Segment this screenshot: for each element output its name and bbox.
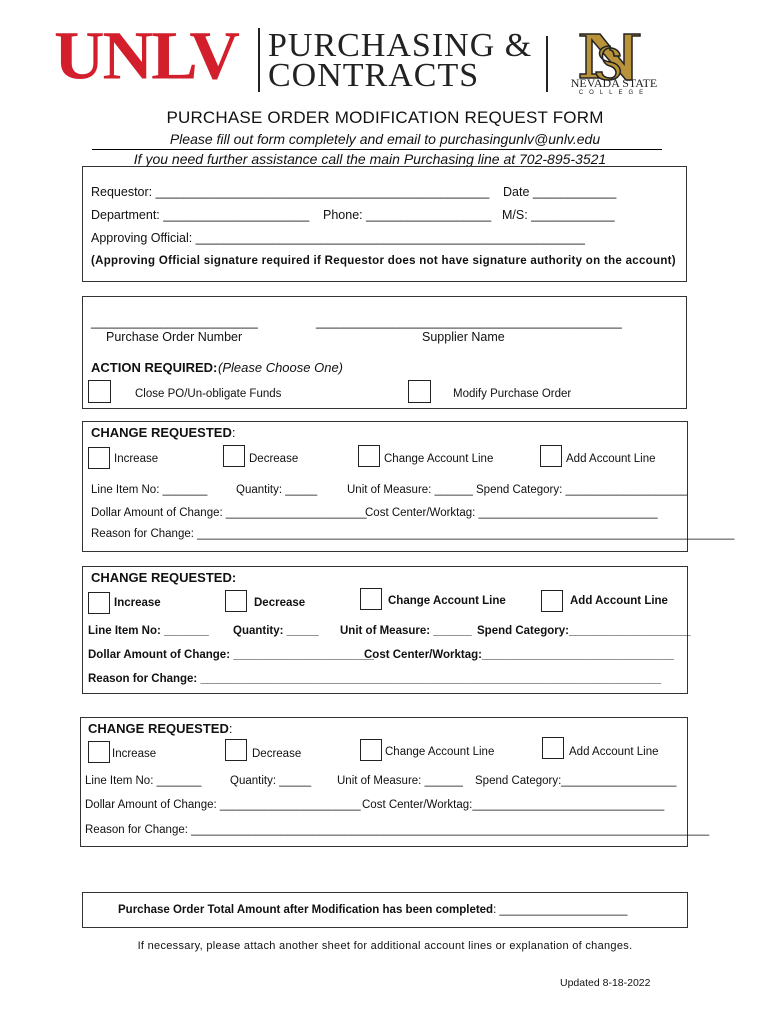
assistance-note: If you need further assistance call the main Purchasing line at 702-895-3521 xyxy=(133,151,607,167)
increase-label-2: Increase xyxy=(114,597,161,609)
attach-note: If necessary, please attach another sheet for additional account lines or explanation of changes. xyxy=(137,940,633,952)
date-field[interactable]: Date ____________ xyxy=(503,185,617,199)
decrease-label-3: Decrease xyxy=(252,748,302,760)
spend-category-field-1[interactable]: Spend Category: ___________________ xyxy=(476,484,688,496)
approving-official-field[interactable]: Approving Official: ________________________________________________________ xyxy=(91,231,585,245)
action-required-hint: (Please Choose One) xyxy=(218,360,344,375)
increase-checkbox-3[interactable] xyxy=(88,741,110,763)
change-account-label-1: Change Account Line xyxy=(384,453,494,465)
total-amount-colon: : xyxy=(493,904,497,916)
increase-checkbox-1[interactable] xyxy=(88,447,110,469)
quantity-field-3[interactable]: Quantity: _____ xyxy=(230,775,312,787)
change-heading-text: CHANGE REQUESTED xyxy=(91,425,232,440)
uom-field-3[interactable]: Unit of Measure: ______ xyxy=(337,775,463,787)
quantity-field-2[interactable]: Quantity: _____ xyxy=(233,625,319,637)
supplier-name-label: Supplier Name xyxy=(422,330,505,344)
increase-checkbox-2[interactable] xyxy=(88,592,110,614)
dollar-amount-field-2[interactable]: Dollar Amount of Change: ______________________ xyxy=(88,649,374,661)
department-field[interactable]: Department: _____________________ xyxy=(91,208,310,222)
spend-category-field-3[interactable]: Spend Category:__________________ xyxy=(475,775,677,787)
change-account-label-3: Change Account Line xyxy=(385,746,495,758)
approval-note: (Approving Official signature required if Requestor does not have signature authority on the account) xyxy=(91,255,676,267)
phone-field[interactable]: Phone: __________________ xyxy=(323,208,492,222)
modify-po-label: Modify Purchase Order xyxy=(453,388,572,400)
change-heading-colon: : xyxy=(231,425,236,440)
cost-center-field-2[interactable]: Cost Center/Worktag:______________________________ xyxy=(364,649,674,661)
close-po-checkbox[interactable] xyxy=(88,380,111,403)
line-item-field-1[interactable]: Line Item No: _______ xyxy=(91,484,208,496)
reason-field-2[interactable]: Reason for Change: ________________________________________________________________________ xyxy=(88,673,661,685)
close-po-label: Close PO/Un-obligate Funds xyxy=(135,388,282,400)
change-account-checkbox-2[interactable] xyxy=(360,588,382,610)
cost-center-field-3[interactable]: Cost Center/Worktag:______________________________ xyxy=(362,799,665,811)
change-account-label-2: Change Account Line xyxy=(388,595,506,607)
add-account-checkbox-1[interactable] xyxy=(540,445,562,467)
change-account-checkbox-1[interactable] xyxy=(358,445,380,467)
action-required-label: ACTION REQUIRED: xyxy=(91,360,218,375)
instruction-rule xyxy=(92,149,662,150)
add-account-checkbox-3[interactable] xyxy=(542,737,564,759)
change-heading-text: CHANGE REQUESTED: xyxy=(91,570,237,585)
add-account-label-2: Add Account Line xyxy=(570,595,668,607)
po-number-line[interactable]: ________________________ xyxy=(91,315,258,329)
line-item-field-3[interactable]: Line Item No: _______ xyxy=(85,775,202,787)
modify-po-checkbox[interactable] xyxy=(408,380,431,403)
po-number-label: Purchase Order Number xyxy=(106,330,243,344)
unlv-logo: UNLV xyxy=(54,18,238,95)
increase-label-3: Increase xyxy=(112,748,157,760)
uom-field-2[interactable]: Unit of Measure: ______ xyxy=(340,625,472,637)
decrease-checkbox-1[interactable] xyxy=(223,445,245,467)
add-account-checkbox-2[interactable] xyxy=(541,590,563,612)
nevada-state-name: NEVADA STATE xyxy=(570,76,658,90)
change-heading-colon: : xyxy=(228,721,233,736)
header-divider-right xyxy=(546,36,548,92)
add-account-label-1: Add Account Line xyxy=(566,453,656,465)
total-amount-field[interactable] xyxy=(118,904,627,916)
form-instruction: Please fill out form completely and email to purchasingunlv@unlv.edu xyxy=(169,131,601,147)
reason-field-3[interactable]: Reason for Change: _________________________________________________________________________________ xyxy=(85,824,710,836)
decrease-label-2: Decrease xyxy=(254,597,306,609)
change-heading-3 xyxy=(88,721,232,736)
decrease-checkbox-2[interactable] xyxy=(225,590,247,612)
total-amount-label: Purchase Order Total Amount after Modification has been completed xyxy=(118,904,494,916)
cost-center-field-1[interactable]: Cost Center/Worktag: ____________________________ xyxy=(365,507,658,519)
total-amount-line: ____________________ xyxy=(499,904,628,916)
header-divider-left xyxy=(258,28,260,92)
updated-date: Updated 8-18-2022 xyxy=(560,977,651,989)
quantity-field-1[interactable]: Quantity: _____ xyxy=(236,484,318,496)
change-heading-text: CHANGE REQUESTED xyxy=(88,721,229,736)
dollar-amount-field-3[interactable]: Dollar Amount of Change: ______________________ xyxy=(85,799,361,811)
reason-field-1[interactable]: Reason for Change: ____________________________________________________________________________________ xyxy=(91,528,735,540)
change-heading-1 xyxy=(91,425,235,440)
decrease-label-1: Decrease xyxy=(249,453,299,465)
dept-name-line1: PURCHASING & xyxy=(268,27,533,64)
decrease-checkbox-3[interactable] xyxy=(225,739,247,761)
increase-label-1: Increase xyxy=(114,453,159,465)
supplier-name-line[interactable]: ____________________________________________ xyxy=(316,315,622,329)
change-heading-2 xyxy=(91,570,236,585)
spend-category-field-2[interactable]: Spend Category:___________________ xyxy=(477,625,691,637)
dollar-amount-field-1[interactable]: Dollar Amount of Change: ______________________ xyxy=(91,507,367,519)
form-title: PURCHASE ORDER MODIFICATION REQUEST FORM xyxy=(166,108,604,127)
ms-field[interactable]: M/S: ____________ xyxy=(502,208,615,222)
uom-field-1[interactable]: Unit of Measure: ______ xyxy=(347,484,473,496)
nevada-state-sub: COLLEGE xyxy=(578,90,650,96)
add-account-label-3: Add Account Line xyxy=(569,746,659,758)
dept-name-line2: CONTRACTS xyxy=(268,57,480,94)
change-account-checkbox-3[interactable] xyxy=(360,739,382,761)
line-item-field-2[interactable]: Line Item No: _______ xyxy=(88,625,209,637)
requestor-field[interactable]: Requestor: ________________________________________________ xyxy=(91,185,490,199)
